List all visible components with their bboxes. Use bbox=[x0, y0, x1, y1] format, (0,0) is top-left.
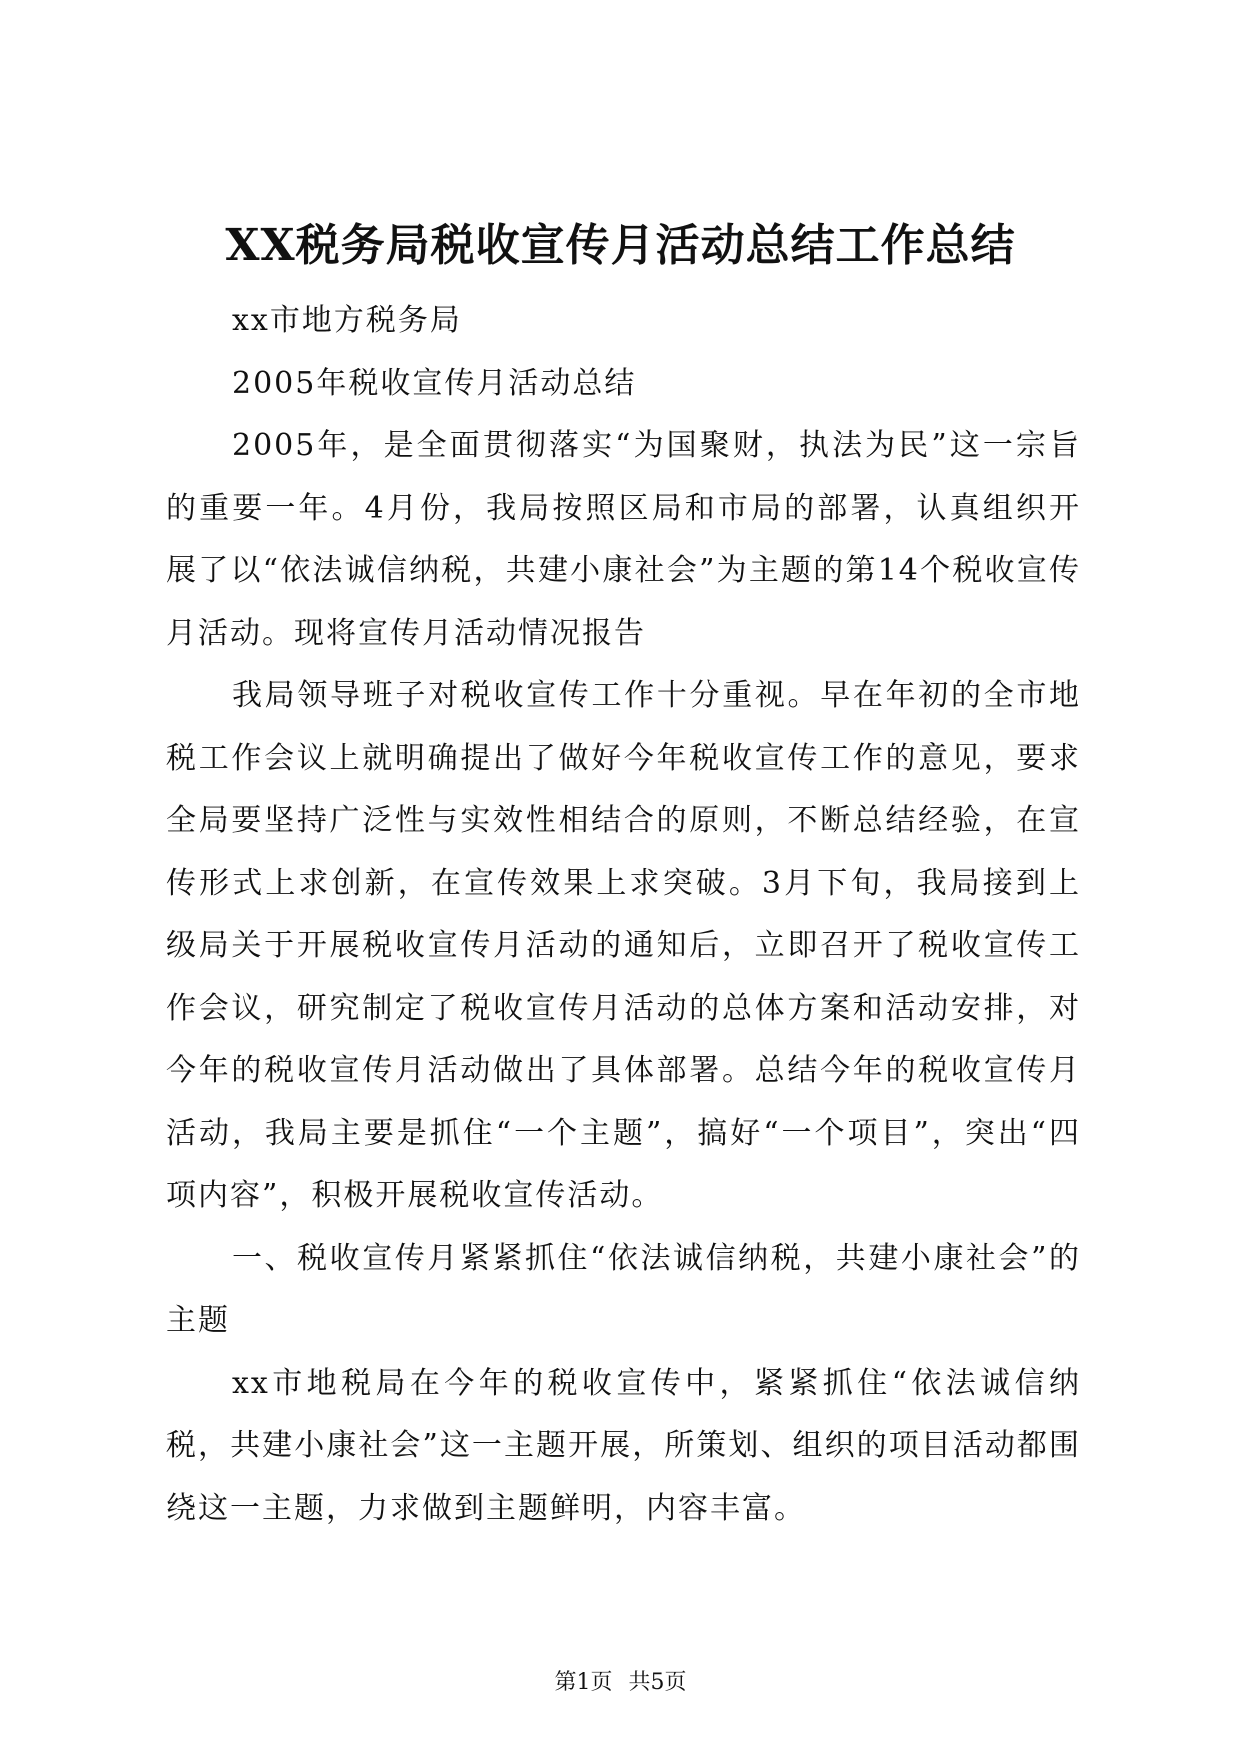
paragraph-leadership: 我局领导班子对税收宣传工作十分重视。早在年初的全市地税工作会议上就明确提出了做好今年税收宣传工作的意见，要求全局要坚持广泛性与实效性相结合的原则，不断总结经验，在宣传形式上求创新，在宣传效果上求突破。3月下旬，我局接到上级局关于开展税收宣传月活动的通知后，立即召开了税收宣传工作会议，研究制定了税收宣传月活动的总体方案和活动安排，对今年的税收宣传月活动做出了具体部署。总结今年的税收宣传月活动，我局主要是抓住“一个主题”，搞好“一个项目”，突出“四项内容”，积极开展税收宣传活动。 bbox=[166, 678, 1081, 1213]
paragraph-section-one-body: xx市地税局在今年的税收宣传中，紧紧抓住“依法诚信纳税，共建小康社会”这一主题开展，所策划、组织的项目活动都围绕这一主题，力求做到主题鲜明，内容丰富。 bbox=[166, 1365, 1081, 1526]
document-title: XX税务局税收宣传月活动总结工作总结 bbox=[225, 220, 1016, 271]
page-total: 共5页 bbox=[628, 1670, 687, 1695]
page-number: 第1页 bbox=[554, 1670, 613, 1695]
paragraph-subtitle: 2005年税收宣传月活动总结 bbox=[232, 365, 637, 401]
paragraph-issuer: xx市地方税务局 bbox=[232, 303, 462, 338]
paragraph-section-one-heading: 一、税收宣传月紧紧抓住“依法诚信纳税，共建小康社会”的主题 bbox=[166, 1240, 1081, 1338]
page-footer bbox=[0, 1668, 1241, 1698]
paragraph-intro: 2005年，是全面贯彻落实“为国聚财，执法为民”这一宗旨的重要一年。4月份，我局按照区局和市局的部署，认真组织开展了以“依法诚信纳税，共建小康社会”为主题的第14个税收宣传月活动。现将宣传月活动情况报告 bbox=[166, 428, 1081, 651]
document-body bbox=[166, 290, 1081, 1540]
